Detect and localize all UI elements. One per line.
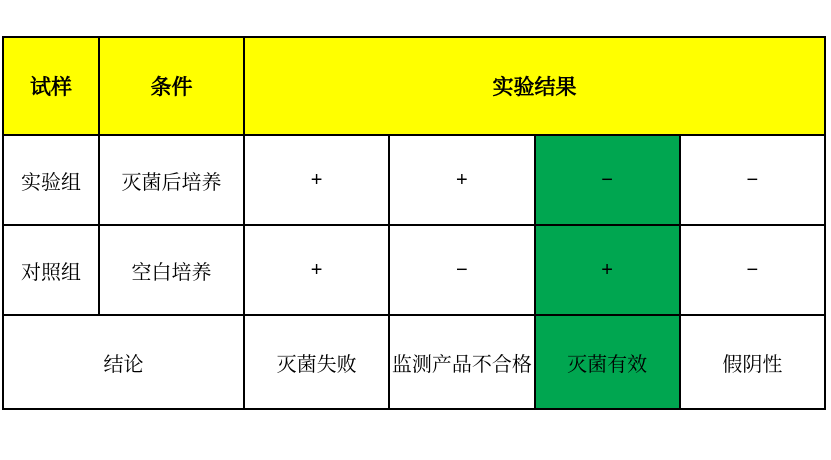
- conclusion-cell-3: 灭菌有效: [535, 315, 680, 409]
- experiment-result-table: [2, 36, 826, 410]
- result-cell-2-1: +: [244, 225, 389, 315]
- table-row: [3, 135, 825, 225]
- table-conclusion-row: [3, 315, 825, 409]
- table-row: [3, 225, 825, 315]
- result-cell-1-3: −: [535, 135, 680, 225]
- header-cell-results: 实验结果: [244, 37, 825, 135]
- row-condition-control-group: 空白培养: [99, 225, 244, 315]
- row-label-experimental-group: 实验组: [3, 135, 99, 225]
- result-cell-2-3: +: [535, 225, 680, 315]
- result-cell-2-4: −: [680, 225, 825, 315]
- result-cell-2-2: −: [389, 225, 534, 315]
- result-cell-1-2: +: [389, 135, 534, 225]
- table-header-row: [3, 37, 825, 135]
- result-cell-1-4: −: [680, 135, 825, 225]
- conclusion-cell-1: 灭菌失败: [244, 315, 389, 409]
- header-cell-condition: 条件: [99, 37, 244, 135]
- conclusion-label: 结论: [3, 315, 244, 409]
- result-cell-1-1: +: [244, 135, 389, 225]
- conclusion-cell-4: 假阴性: [680, 315, 825, 409]
- row-label-control-group: 对照组: [3, 225, 99, 315]
- conclusion-cell-2: 监测产品不合格: [389, 315, 534, 409]
- header-cell-sample: 试样: [3, 37, 99, 135]
- row-condition-experimental-group: 灭菌后培养: [99, 135, 244, 225]
